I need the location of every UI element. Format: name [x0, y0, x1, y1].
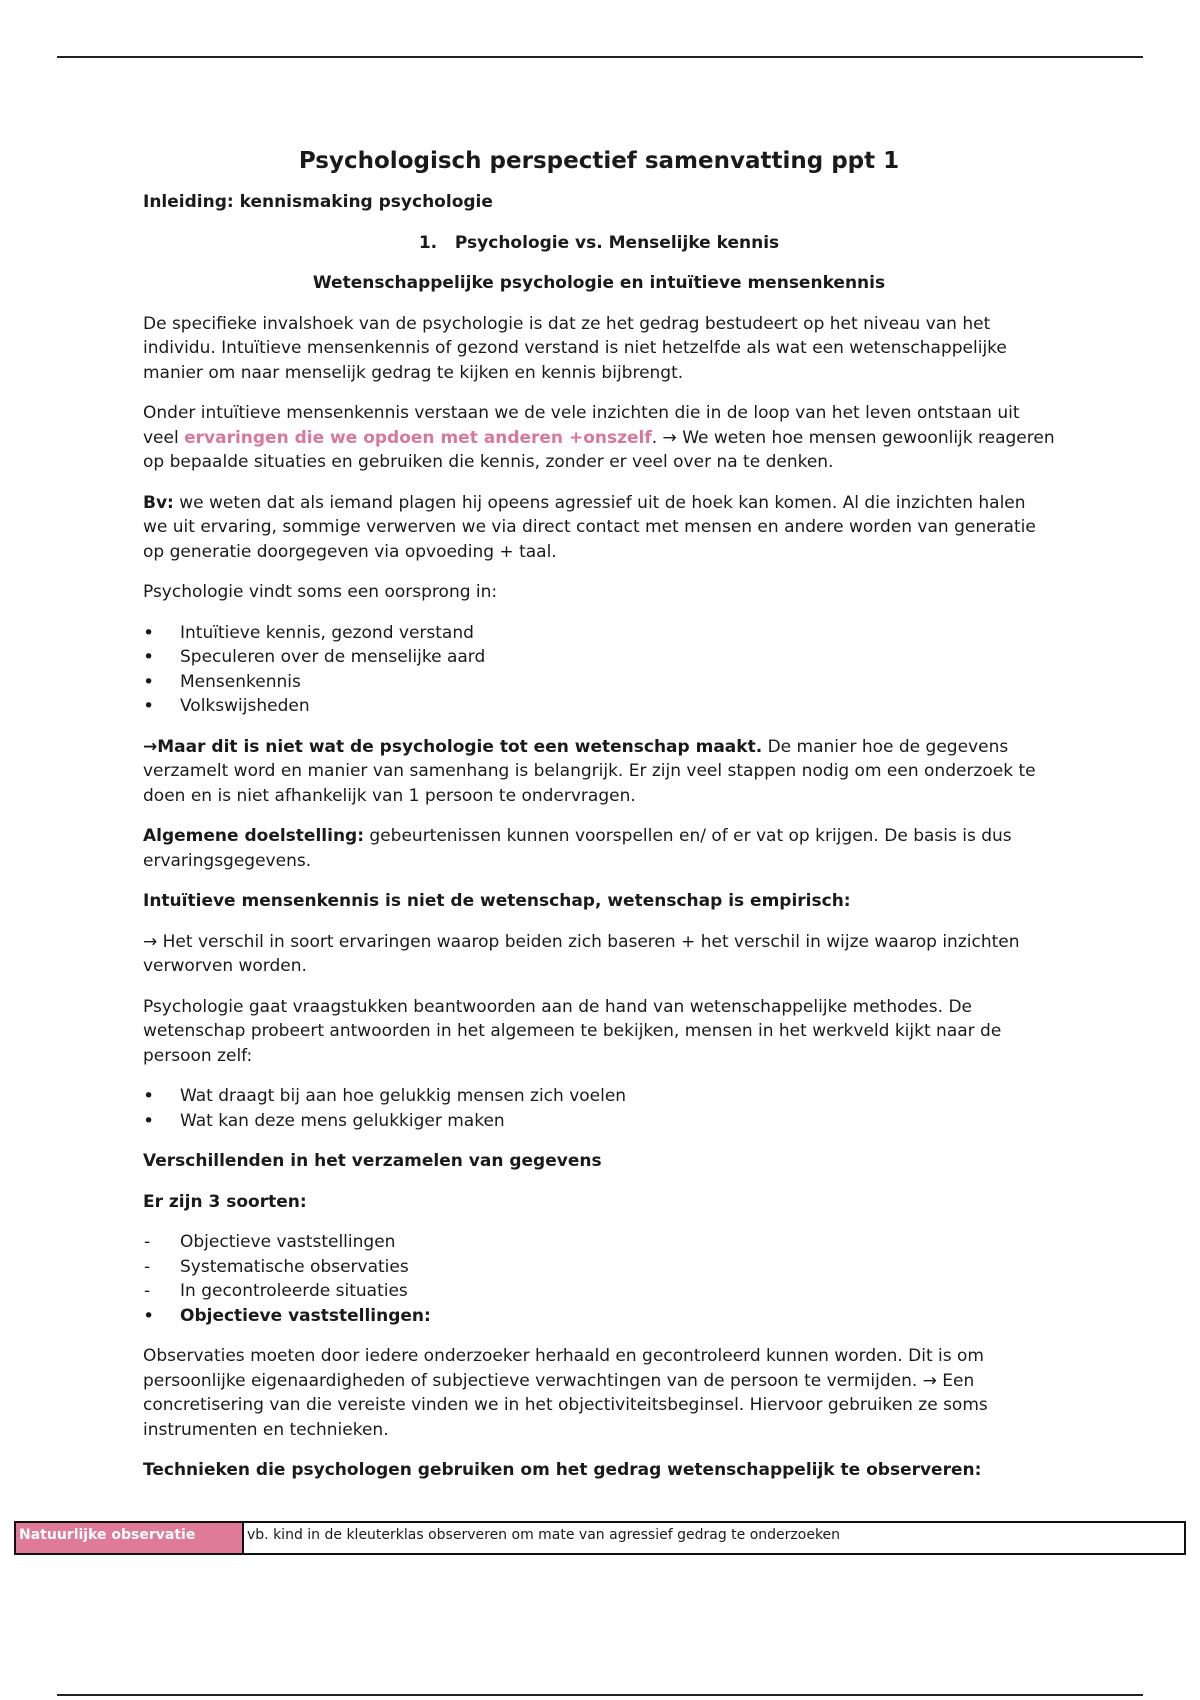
techniques-heading: Technieken die psychologen gebruiken om het gedrag wetenschappelijk te observeren:	[143, 1460, 982, 1480]
section-title: Psychologie vs. Menselijke kennis	[454, 232, 780, 253]
list-item: - Objectieve vaststellingen	[143, 1230, 1055, 1255]
example-label: Bv:	[143, 492, 174, 513]
paragraph-example	[143, 491, 1055, 565]
origin-list	[143, 621, 1055, 719]
objective-bullet-label: Objectieve vaststellingen:	[180, 1305, 431, 1326]
paragraph-1: De specifieke invalshoek van de psychologie is dat ze het gedrag bestudeert op het niveau van het individu. Intuïtieve mensenkennis of gezond verstand is niet hetzelfde als wat een wetenschappelijke manier om naar menselijk gedrag te kijken en kennis bijbrengt.	[143, 313, 1007, 383]
science-bold: →Maar dit is niet wat de psychologie tot een wetenschap maakt.	[143, 736, 763, 757]
objective-bullet	[143, 1304, 1055, 1329]
intro-heading: Inleiding: kennismaking psychologie	[143, 192, 493, 212]
paragraph-difference: → Het verschil in soort ervaringen waarop beiden zich baseren + het verschil in wijze waarop inzichten verworven worden.	[143, 931, 1020, 976]
list-item: • Speculeren over de menselijke aard	[143, 645, 1055, 670]
empirical-heading: Intuïtieve mensenkennis is niet de wetenschap, wetenschap is empirisch:	[143, 891, 851, 911]
page-title: Psychologisch perspectief samenvatting ppt 1	[298, 148, 900, 174]
goal-bold: Algemene doelstelling:	[143, 826, 365, 846]
example-text: we weten dat als iemand plagen hij opeens agressief uit de hoek kan komen. Al die inzichten halen we uit ervaring, sommige verwerven we via direct contact met mensen en andere worden van generatie op generatie doorgegeven via opvoeding + taal.	[143, 492, 1036, 562]
table-cell-label: Natuurlijke observatie	[16, 1523, 244, 1553]
goal-text: gebeurtenissen kunnen voorspellen en/ of er vat op krijgen. De basis is dus ervaringsgegevens.	[143, 826, 1012, 871]
paragraph-objectivity: Observaties moeten door iedere onderzoeker herhaald en gecontroleerd kunnen worden. Dit is om persoonlijke eigenaardigheden of subjectieve verwachtingen van de persoon te vermijden. → Een concretisering van die vereiste vinden we in het objectiviteitsbeginsel. Hiervoor gebruiken ze soms instrumenten en technieken.	[143, 1346, 988, 1440]
science-text: De manier hoe de gegevens verzamelt word en manier van samenhang is belangrijk. Er zijn veel stappen nodig om een onderzoek te doen en is niet afhankelijk van 1 persoon te ondervragen.	[143, 736, 1036, 806]
top-rule	[57, 56, 1143, 58]
types-list	[143, 1230, 1055, 1304]
differences-heading: Verschillenden in het verzamelen van gegevens	[143, 1151, 602, 1171]
subheading: Wetenschappelijke psychologie en intuïtieve mensenkennis	[312, 273, 886, 293]
paragraph-science	[143, 735, 1055, 809]
types-heading: Er zijn 3 soorten:	[143, 1191, 307, 1212]
paragraph-goal	[143, 824, 1055, 873]
highlight-text: ervaringen die we opdoen met anderen +onszelf	[184, 427, 652, 448]
list-item: • Intuïtieve kennis, gezond verstand	[143, 621, 1055, 646]
methods-list	[143, 1084, 1055, 1133]
section-heading	[143, 231, 1055, 256]
paragraph-origin: Psychologie vindt soms een oorsprong in:	[143, 582, 498, 602]
table-cell-text: vb. kind in de kleuterklas observeren om mate van agressief gedrag te onderzoeken	[247, 1527, 841, 1543]
techniques-table	[14, 1521, 1186, 1555]
paragraph-2-text-b: . → We weten hoe mensen gewoonlijk reageren op bepaalde situaties en gebruiken die kennis, zonder er veel over na te denken.	[143, 427, 1055, 472]
list-item: - In gecontroleerde situaties	[143, 1279, 1055, 1304]
section-number: 1.	[418, 232, 438, 253]
list-item: • Mensenkennis	[143, 670, 1055, 695]
list-item: - Systematische observaties	[143, 1255, 1055, 1280]
list-item: • Volkswijsheden	[143, 694, 1055, 719]
bottom-rule	[57, 1694, 1143, 1696]
paragraph-methods: Psychologie gaat vraagstukken beantwoorden aan de hand van wetenschappelijke methodes. De wetenschap probeert antwoorden in het algemeen te bekijken, mensen in het werkveld kijkt naar de persoon zelf:	[143, 996, 1002, 1066]
list-item: • Wat draagt bij aan hoe gelukkig mensen zich voelen	[143, 1084, 1055, 1109]
paragraph-2-text-a: Onder intuïtieve mensenkennis verstaan we de vele inzichten die in de loop van het leven ontstaan uit veel	[143, 403, 1020, 448]
paragraph-2	[143, 401, 1055, 475]
objective-bullet-list	[143, 1304, 1055, 1329]
document-body	[143, 138, 1055, 1499]
list-item: • Wat kan deze mens gelukkiger maken	[143, 1109, 1055, 1134]
